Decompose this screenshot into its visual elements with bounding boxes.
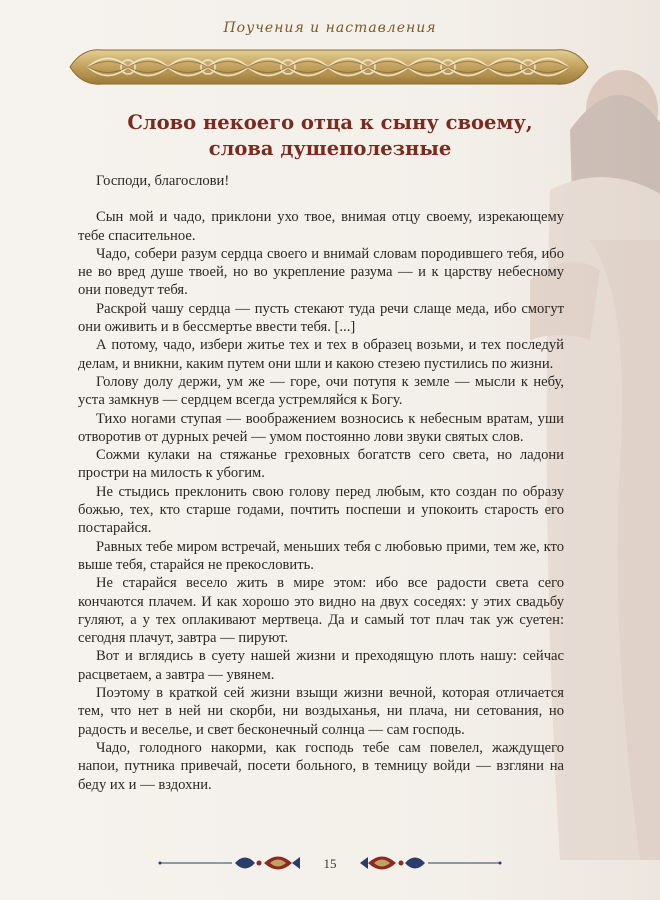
paragraph: Голову долу держи, ум же — горе, очи потупя к земле — мысли к небу, уста замкнув — сердцем всегда устремляйся к Богу. [78, 373, 564, 409]
paragraph: Чадо, собери разум сердца своего и внимай словам породившего тебя, ибо не во вред душе твоей, но во укрепление разума — и к царству небесному они поведут тебя. [78, 245, 564, 299]
paragraph: Тихо ногами ступая — воображением возносись к небесным вратам, уши отворотив от дурных речей — умом постоянно лови звуки святых слов. [78, 410, 564, 445]
paragraph: А потому, чадо, избери житье тех и тех в образец возьми, и тех последуй делам, и вникни, каким путем они шли и какою стезею пустились по жизни. [78, 337, 564, 372]
greeting: Господи, благослови! [96, 173, 230, 189]
paragraph: Сожми кулаки на стяжанье греховных богатств сего света, но ладони простри на милость к убогим. [78, 447, 564, 482]
title-line-2: слова душеполезные [208, 137, 452, 160]
paragraph: Не старайся весело жить в мире этом: ибо все радости света сего кончаются плачем. И как хорошо это видно на двух соседях: у этих свадьбу гуляют, а у тех оплакивают мертвеца. Да и самый тот плач так уж суетен: сегодня плачут, завтра — пируют. [78, 575, 564, 647]
paragraph: Равных тебе миром встречай, меньших тебя с любовью прими, тем же, кто выше тебя, старайся не прекословить. [78, 538, 564, 573]
paragraph: Раскрой чашу сердца — пусть стекают туда речи слаще меда, ибо смогут они оживить и в бессмертье ввести тебя. [...] [78, 300, 564, 336]
running-head: Поучения и наставления [223, 20, 437, 36]
paragraph: Вот и вглядись в суету нашей жизни и преходящую плоть нашу: сейчас расцветаем, а завтра — увянем. [78, 648, 564, 683]
left-ornament-icon [235, 857, 300, 870]
page-number: 15 [323, 856, 337, 871]
right-ornament-icon [360, 857, 425, 870]
paragraph: Чадо, голодного накорми, как господь тебе сам повелел, жаждущего напои, путника привечай, посети больного, в темницу войди — взгляни на беду их и — вздохни. [78, 739, 564, 793]
article-body [78, 172, 564, 794]
paragraph: Сын мой и чадо, приклони ухо твое, внимая отцу своему, изрекающему тебе спасительное. [78, 209, 564, 244]
celtic-knot-ornament-band [68, 44, 590, 90]
title-line-1: Слово некоего отца к сыну своему, [127, 111, 533, 134]
paragraph: Поэтому в краткой сей жизни взыщи жизни вечной, которая отличается тем, что нет в ней ни скорби, ни воздыханья, ни плача, ни сетования, но радость и веселье, и свет бесконечный солнца — сам господь. [78, 685, 564, 738]
paragraph: Не стыдись преклонить свою голову перед любым, кто создан по образу божью, тех, кто старше годами, почтить поспеши и упокоить старость его постарайся. [78, 483, 564, 537]
article-title [0, 110, 660, 162]
